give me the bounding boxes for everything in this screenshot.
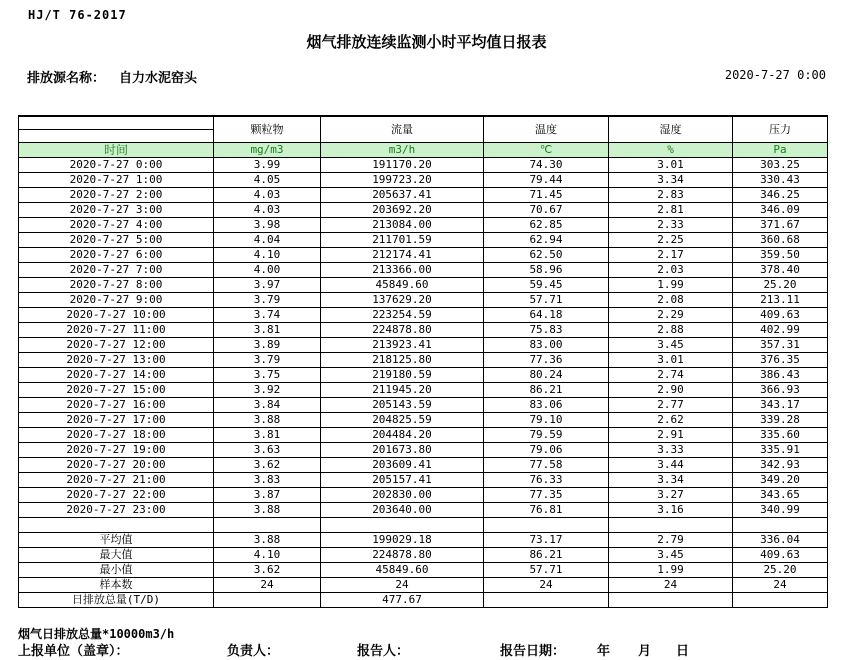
value-cell: 2.08 (609, 293, 733, 308)
footer-note: 烟气日排放总量*10000m3/h (18, 627, 175, 641)
time-cell: 2020-7-27 15:00 (19, 383, 214, 398)
value-cell: 79.44 (484, 173, 609, 188)
value-cell: 224878.80 (321, 548, 484, 563)
time-cell: 2020-7-27 18:00 (19, 428, 214, 443)
data-row (19, 443, 828, 458)
value-cell: 477.67 (321, 593, 484, 608)
value-cell: 402.99 (733, 323, 828, 338)
unit-humidity: % (609, 143, 733, 158)
value-cell (609, 593, 733, 608)
data-row (19, 488, 828, 503)
value-cell: 3.98 (214, 218, 321, 233)
summary-row (19, 578, 828, 593)
time-cell: 2020-7-27 2:00 (19, 188, 214, 203)
time-cell: 2020-7-27 20:00 (19, 458, 214, 473)
empty-cell (733, 518, 828, 533)
time-cell: 2020-7-27 9:00 (19, 293, 214, 308)
value-cell: 335.91 (733, 443, 828, 458)
value-cell: 336.04 (733, 533, 828, 548)
value-cell: 199723.20 (321, 173, 484, 188)
value-cell: 86.21 (484, 548, 609, 563)
summary-label-cell: 日排放总量(T/D) (19, 593, 214, 608)
data-row (19, 503, 828, 518)
value-cell: 24 (214, 578, 321, 593)
value-cell: 3.45 (609, 338, 733, 353)
value-cell: 204484.20 (321, 428, 484, 443)
value-cell: 203692.20 (321, 203, 484, 218)
time-cell: 2020-7-27 11:00 (19, 323, 214, 338)
value-cell: 223254.59 (321, 308, 484, 323)
value-cell: 3.62 (214, 458, 321, 473)
unit-temperature: ℃ (484, 143, 609, 158)
value-cell: 77.58 (484, 458, 609, 473)
data-row (19, 473, 828, 488)
value-cell: 80.24 (484, 368, 609, 383)
value-cell: 3.34 (609, 473, 733, 488)
value-cell: 57.71 (484, 293, 609, 308)
time-cell: 2020-7-27 10:00 (19, 308, 214, 323)
value-cell: 357.31 (733, 338, 828, 353)
data-row (19, 383, 828, 398)
value-cell: 3.83 (214, 473, 321, 488)
value-cell: 342.93 (733, 458, 828, 473)
value-cell: 24 (321, 578, 484, 593)
standard-number: HJ/T 76-2017 (28, 8, 127, 22)
value-cell: 25.20 (733, 278, 828, 293)
empty-cell (609, 518, 733, 533)
summary-label-cell: 最小值 (19, 563, 214, 578)
data-row (19, 158, 828, 173)
value-cell: 79.06 (484, 443, 609, 458)
value-cell (484, 593, 609, 608)
emission-source-row (27, 67, 197, 86)
value-cell: 199029.18 (321, 533, 484, 548)
summary-row (19, 548, 828, 563)
time-cell: 2020-7-27 3:00 (19, 203, 214, 218)
value-cell: 70.67 (484, 203, 609, 218)
summary-label-cell: 样本数 (19, 578, 214, 593)
page-title: 烟气排放连续监测小时平均值日报表 (306, 33, 547, 51)
value-cell: 360.68 (733, 233, 828, 248)
value-cell: 3.97 (214, 278, 321, 293)
value-cell: 303.25 (733, 158, 828, 173)
empty-cell (321, 518, 484, 533)
unit-particulate: mg/m3 (214, 143, 321, 158)
data-row (19, 428, 828, 443)
data-row (19, 263, 828, 278)
value-cell: 2.81 (609, 203, 733, 218)
data-row (19, 203, 828, 218)
value-cell: 3.99 (214, 158, 321, 173)
value-cell: 212174.41 (321, 248, 484, 263)
value-cell: 343.17 (733, 398, 828, 413)
value-cell: 213084.00 (321, 218, 484, 233)
time-cell: 2020-7-27 8:00 (19, 278, 214, 293)
spacer-row (19, 518, 828, 533)
value-cell: 2.29 (609, 308, 733, 323)
value-cell: 137629.20 (321, 293, 484, 308)
summary-row (19, 593, 828, 608)
value-cell: 64.18 (484, 308, 609, 323)
value-cell: 76.81 (484, 503, 609, 518)
value-cell: 45849.60 (321, 278, 484, 293)
value-cell: 366.93 (733, 383, 828, 398)
value-cell: 4.10 (214, 548, 321, 563)
value-cell: 2.88 (609, 323, 733, 338)
value-cell: 2.17 (609, 248, 733, 263)
value-cell: 2.33 (609, 218, 733, 233)
summary-label-cell: 最大值 (19, 548, 214, 563)
value-cell: 3.84 (214, 398, 321, 413)
time-cell: 2020-7-27 4:00 (19, 218, 214, 233)
value-cell: 24 (609, 578, 733, 593)
value-cell: 2.90 (609, 383, 733, 398)
unit-flow: m3/h (321, 143, 484, 158)
value-cell: 57.71 (484, 563, 609, 578)
value-cell: 202830.00 (321, 488, 484, 503)
data-row (19, 398, 828, 413)
value-cell: 378.40 (733, 263, 828, 278)
value-cell: 24 (733, 578, 828, 593)
value-cell: 349.20 (733, 473, 828, 488)
value-cell: 343.65 (733, 488, 828, 503)
value-cell: 359.50 (733, 248, 828, 263)
value-cell: 219180.59 (321, 368, 484, 383)
data-row (19, 278, 828, 293)
data-row (19, 338, 828, 353)
value-cell: 2.77 (609, 398, 733, 413)
value-cell: 213923.41 (321, 338, 484, 353)
value-cell: 59.45 (484, 278, 609, 293)
time-cell: 2020-7-27 5:00 (19, 233, 214, 248)
column-header-flow: 流量 (321, 116, 484, 143)
value-cell: 3.79 (214, 293, 321, 308)
value-cell: 218125.80 (321, 353, 484, 368)
value-cell: 203640.00 (321, 503, 484, 518)
value-cell: 3.27 (609, 488, 733, 503)
data-row (19, 233, 828, 248)
value-cell: 409.63 (733, 308, 828, 323)
value-cell: 3.81 (214, 428, 321, 443)
time-cell: 2020-7-27 17:00 (19, 413, 214, 428)
reporting-unit-label: 上报单位（盖章）： (18, 644, 129, 659)
value-cell: 3.33 (609, 443, 733, 458)
value-cell: 191170.20 (321, 158, 484, 173)
value-cell: 71.45 (484, 188, 609, 203)
column-header-temperature: 温度 (484, 116, 609, 143)
value-cell: 346.09 (733, 203, 828, 218)
value-cell: 75.83 (484, 323, 609, 338)
value-cell: 2.91 (609, 428, 733, 443)
data-row (19, 353, 828, 368)
value-cell: 3.01 (609, 158, 733, 173)
value-cell: 3.45 (609, 548, 733, 563)
empty-cell (214, 518, 321, 533)
value-cell: 203609.41 (321, 458, 484, 473)
value-cell: 211701.59 (321, 233, 484, 248)
summary-row (19, 563, 828, 578)
value-cell: 4.03 (214, 203, 321, 218)
time-cell: 2020-7-27 23:00 (19, 503, 214, 518)
time-cell: 2020-7-27 19:00 (19, 443, 214, 458)
time-cell: 2020-7-27 22:00 (19, 488, 214, 503)
data-row (19, 293, 828, 308)
column-header-particulate: 颗粒物 (214, 116, 321, 143)
value-cell: 79.10 (484, 413, 609, 428)
time-cell: 2020-7-27 16:00 (19, 398, 214, 413)
value-cell: 3.92 (214, 383, 321, 398)
value-cell: 204825.59 (321, 413, 484, 428)
value-cell: 77.35 (484, 488, 609, 503)
time-cell: 2020-7-27 12:00 (19, 338, 214, 353)
report-date-label: 报告日期： (500, 644, 566, 659)
value-cell: 2.74 (609, 368, 733, 383)
value-cell: 25.20 (733, 563, 828, 578)
value-cell: 2.83 (609, 188, 733, 203)
value-cell: 45849.60 (321, 563, 484, 578)
value-cell: 2.79 (609, 533, 733, 548)
value-cell: 86.21 (484, 383, 609, 398)
value-cell: 62.85 (484, 218, 609, 233)
manager-label: 负责人： (227, 644, 280, 659)
report-table (18, 115, 828, 608)
value-cell: 62.94 (484, 233, 609, 248)
time-cell: 2020-7-27 1:00 (19, 173, 214, 188)
column-header-pressure: 压力 (733, 116, 828, 143)
value-cell: 3.62 (214, 563, 321, 578)
data-row (19, 218, 828, 233)
value-cell: 3.88 (214, 533, 321, 548)
data-row (19, 188, 828, 203)
year-label: 年 (597, 644, 611, 659)
value-cell: 24 (484, 578, 609, 593)
signature-row (0, 640, 853, 659)
value-cell (214, 593, 321, 608)
time-cell: 2020-7-27 21:00 (19, 473, 214, 488)
value-cell: 213366.00 (321, 263, 484, 278)
value-cell: 376.35 (733, 353, 828, 368)
value-cell: 3.63 (214, 443, 321, 458)
time-header: 时间 (19, 143, 214, 158)
value-cell: 409.63 (733, 548, 828, 563)
data-row (19, 308, 828, 323)
empty-cell (19, 518, 214, 533)
value-cell: 339.28 (733, 413, 828, 428)
header-row-top (19, 116, 828, 130)
value-cell: 4.00 (214, 263, 321, 278)
empty-cell (484, 518, 609, 533)
value-cell: 3.88 (214, 503, 321, 518)
header-blank-cell (19, 130, 214, 143)
value-cell: 3.81 (214, 323, 321, 338)
value-cell: 4.10 (214, 248, 321, 263)
value-cell: 83.06 (484, 398, 609, 413)
column-header-humidity: 湿度 (609, 116, 733, 143)
units-row (19, 143, 828, 158)
value-cell: 3.16 (609, 503, 733, 518)
value-cell: 3.89 (214, 338, 321, 353)
time-cell: 2020-7-27 13:00 (19, 353, 214, 368)
value-cell: 371.67 (733, 218, 828, 233)
value-cell: 3.34 (609, 173, 733, 188)
emission-source-name: 自力水泥窑头 (119, 71, 198, 86)
value-cell: 3.44 (609, 458, 733, 473)
time-cell: 2020-7-27 7:00 (19, 263, 214, 278)
value-cell: 2.62 (609, 413, 733, 428)
value-cell: 3.87 (214, 488, 321, 503)
time-cell: 2020-7-27 14:00 (19, 368, 214, 383)
reporter-label: 报告人： (357, 644, 410, 659)
value-cell: 2.03 (609, 263, 733, 278)
value-cell: 211945.20 (321, 383, 484, 398)
value-cell: 213.11 (733, 293, 828, 308)
value-cell: 58.96 (484, 263, 609, 278)
data-row (19, 323, 828, 338)
report-datetime: 2020-7-27 0:00 (724, 68, 826, 82)
time-cell: 2020-7-27 0:00 (19, 158, 214, 173)
value-cell: 330.43 (733, 173, 828, 188)
emission-source-label: 排放源名称： (27, 71, 106, 86)
value-cell: 74.30 (484, 158, 609, 173)
value-cell: 62.50 (484, 248, 609, 263)
value-cell: 1.99 (609, 563, 733, 578)
value-cell: 73.17 (484, 533, 609, 548)
value-cell: 4.05 (214, 173, 321, 188)
value-cell: 3.79 (214, 353, 321, 368)
month-label: 月 (638, 644, 652, 659)
header-blank-cell (19, 116, 214, 130)
value-cell: 2.25 (609, 233, 733, 248)
value-cell: 386.43 (733, 368, 828, 383)
value-cell: 340.99 (733, 503, 828, 518)
data-row (19, 413, 828, 428)
value-cell: 335.60 (733, 428, 828, 443)
data-row (19, 368, 828, 383)
value-cell: 76.33 (484, 473, 609, 488)
value-cell: 3.01 (609, 353, 733, 368)
summary-label-cell: 平均值 (19, 533, 214, 548)
value-cell: 224878.80 (321, 323, 484, 338)
value-cell: 83.00 (484, 338, 609, 353)
value-cell: 205637.41 (321, 188, 484, 203)
value-cell: 346.25 (733, 188, 828, 203)
day-label: 日 (676, 644, 690, 659)
value-cell (733, 593, 828, 608)
value-cell: 201673.80 (321, 443, 484, 458)
value-cell: 79.59 (484, 428, 609, 443)
value-cell: 205143.59 (321, 398, 484, 413)
data-row (19, 173, 828, 188)
value-cell: 4.03 (214, 188, 321, 203)
data-row (19, 248, 828, 263)
value-cell: 3.74 (214, 308, 321, 323)
unit-pressure: Pa (733, 143, 828, 158)
value-cell: 3.88 (214, 413, 321, 428)
value-cell: 4.04 (214, 233, 321, 248)
data-row (19, 458, 828, 473)
value-cell: 3.75 (214, 368, 321, 383)
value-cell: 77.36 (484, 353, 609, 368)
value-cell: 1.99 (609, 278, 733, 293)
time-cell: 2020-7-27 6:00 (19, 248, 214, 263)
value-cell: 205157.41 (321, 473, 484, 488)
summary-row (19, 533, 828, 548)
